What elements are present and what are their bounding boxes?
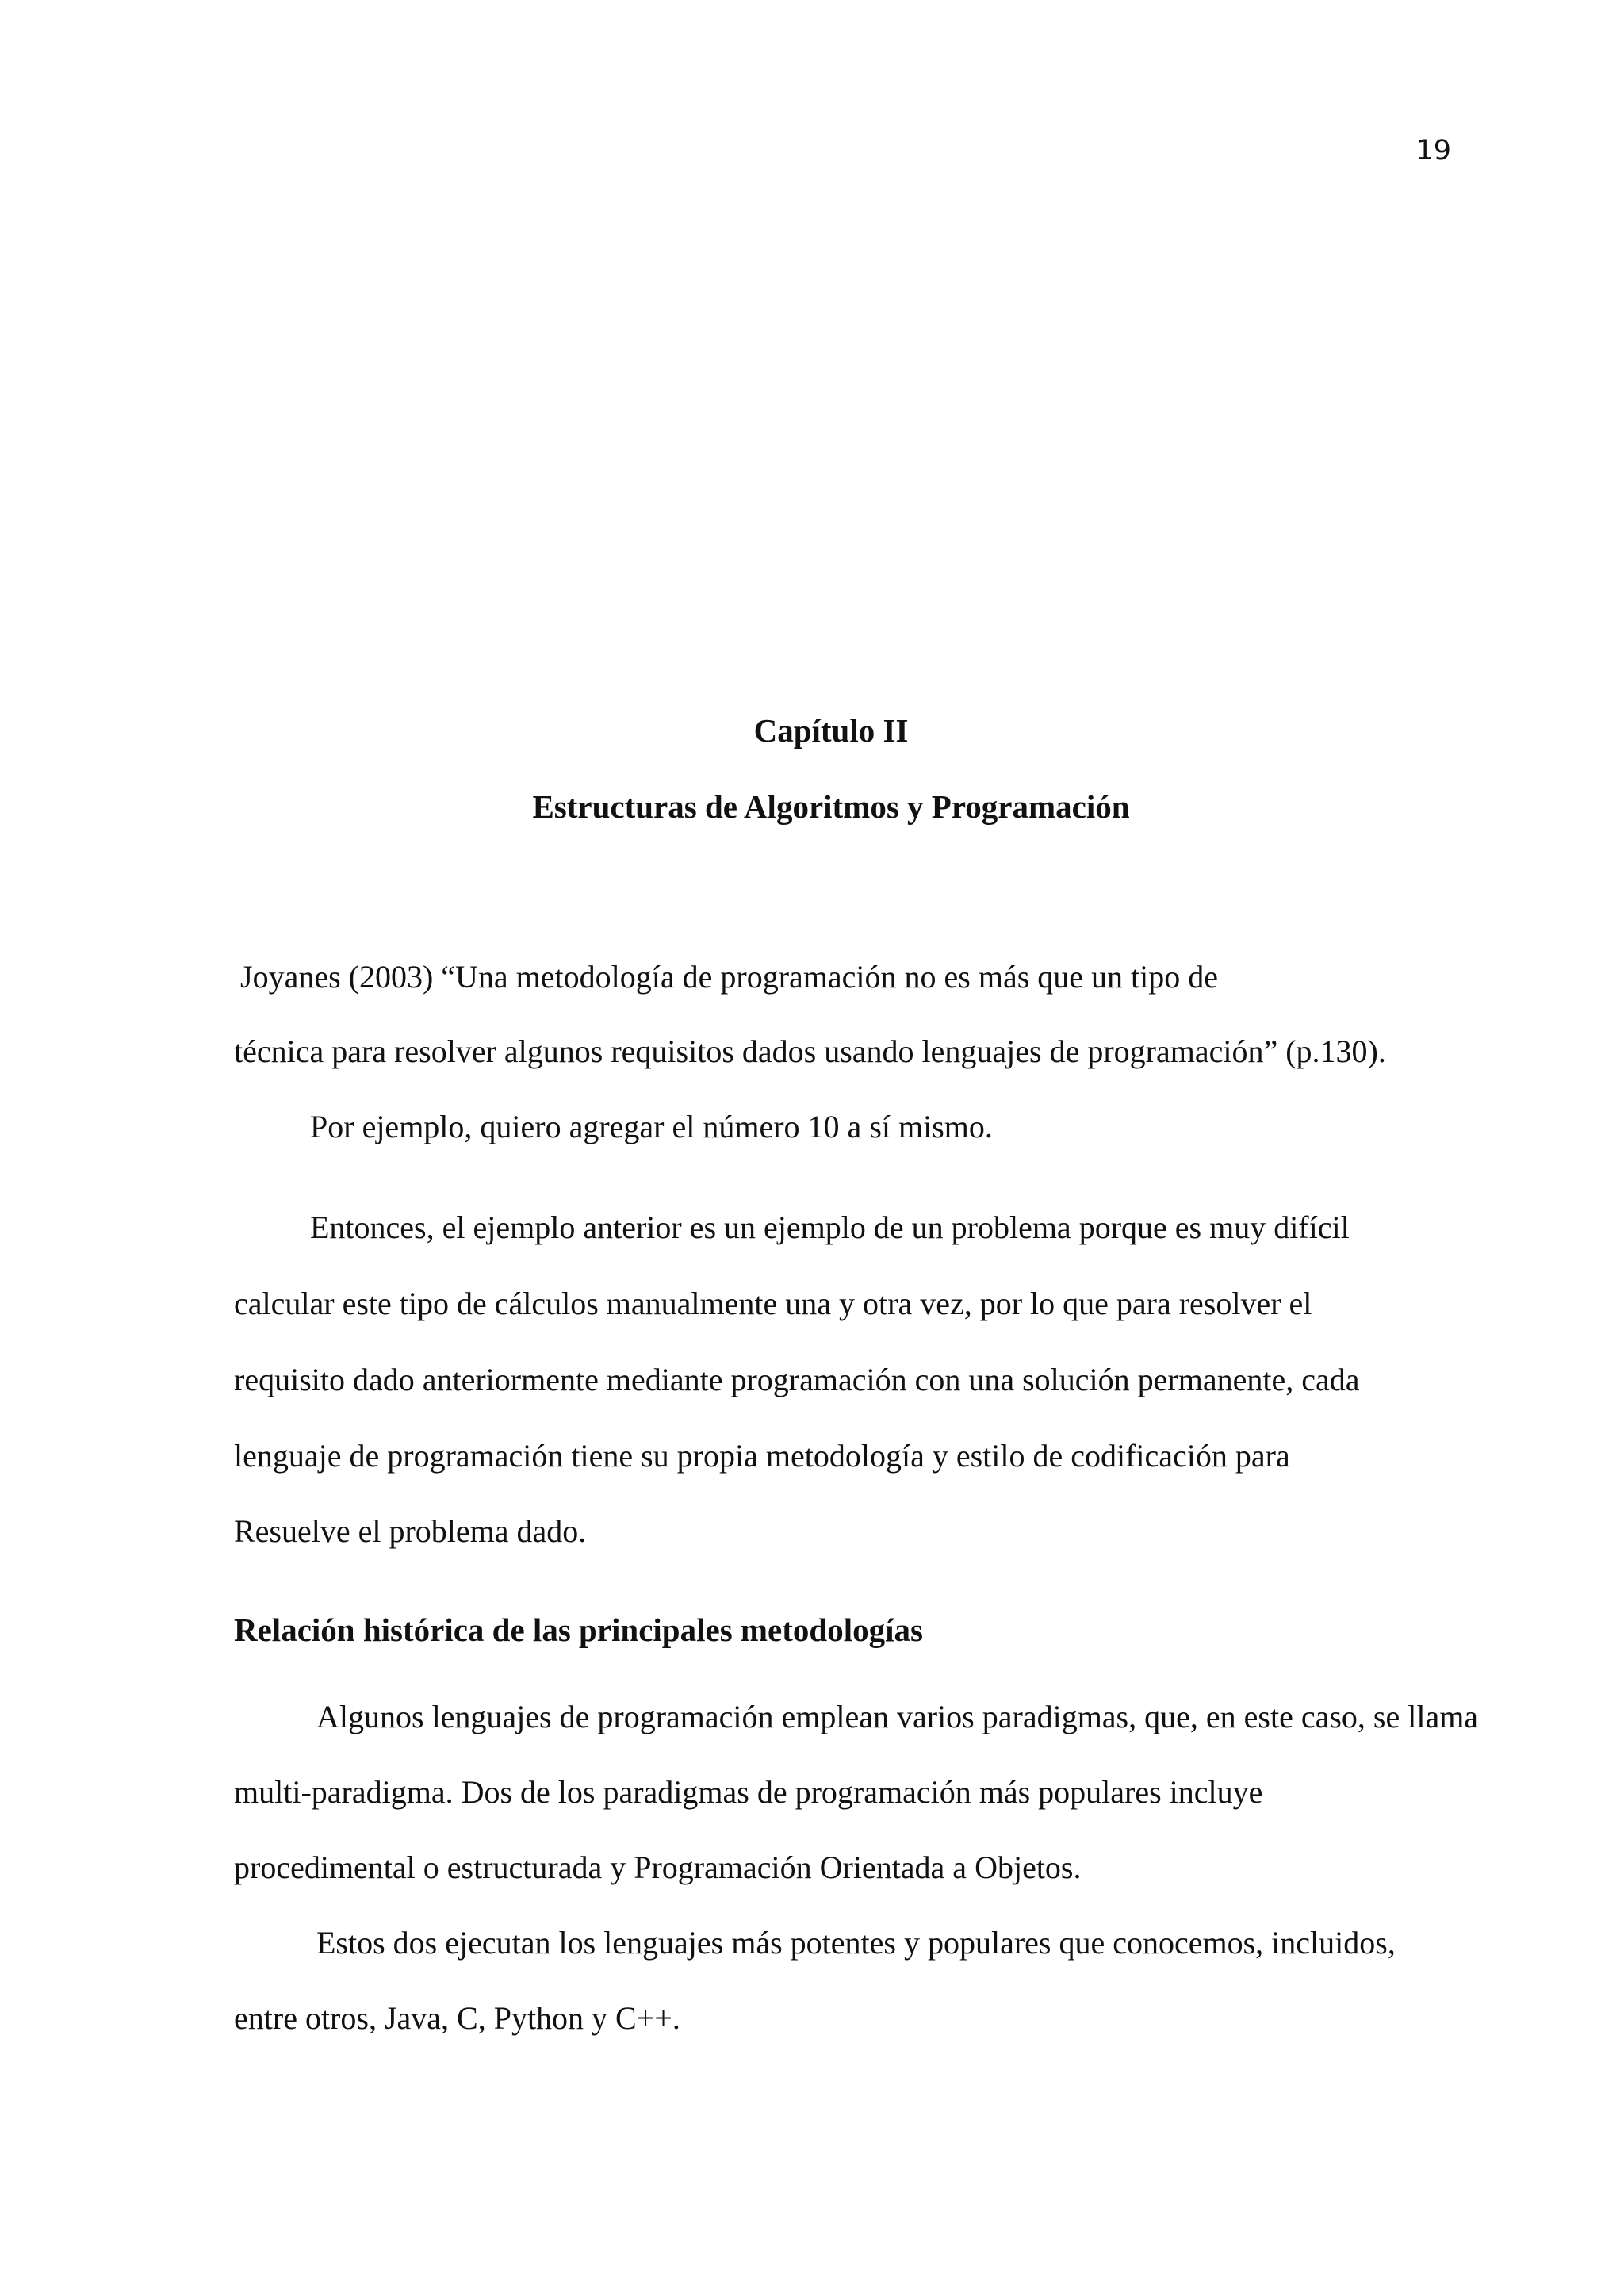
text-line: calcular este tipo de cálculos manualmente una y otra vez, por lo que para resolver el [234, 1286, 1312, 1321]
text-line: Estos dos ejecutan los lenguajes más potentes y populares que conocemos, incluidos, [316, 1925, 1396, 1961]
text-line: lenguaje de programación tiene su propia metodología y estilo de codificación para [234, 1438, 1290, 1474]
text-line: Algunos lenguajes de programación emplean varios paradigmas, que, en este caso, se llama [316, 1699, 1479, 1734]
text-line: entre otros, Java, C, Python y C++. [234, 2000, 680, 2036]
text-line: requisito dado anteriormente mediante programación con una solución permanente, cada [234, 1362, 1360, 1397]
page-number: 19 [1415, 135, 1451, 167]
chapter-number: Capítulo II [753, 712, 909, 749]
text-line: Por ejemplo, quiero agregar el número 10 a sí mismo. [310, 1109, 993, 1144]
text-line: Resuelve el problema dado. [234, 1513, 587, 1549]
text-line: Joyanes (2003) “Una metodología de programación no es más que un tipo de [240, 959, 1219, 995]
chapter-title: Estructuras de Algoritmos y Programación [532, 788, 1130, 825]
text-line: multi-paradigma. Dos de los paradigmas de programación más populares incluye [234, 1774, 1263, 1810]
section-heading: Relación histórica de las principales metodologías [234, 1612, 923, 1648]
text-line: procedimental o estructurada y Programación Orientada a Objetos. [234, 1849, 1082, 1885]
text-line: técnica para resolver algunos requisitos dados usando lenguajes de programación” (p.130). [234, 1033, 1386, 1069]
text-line: Entonces, el ejemplo anterior es un ejemplo de un problema porque es muy difícil [310, 1209, 1350, 1245]
